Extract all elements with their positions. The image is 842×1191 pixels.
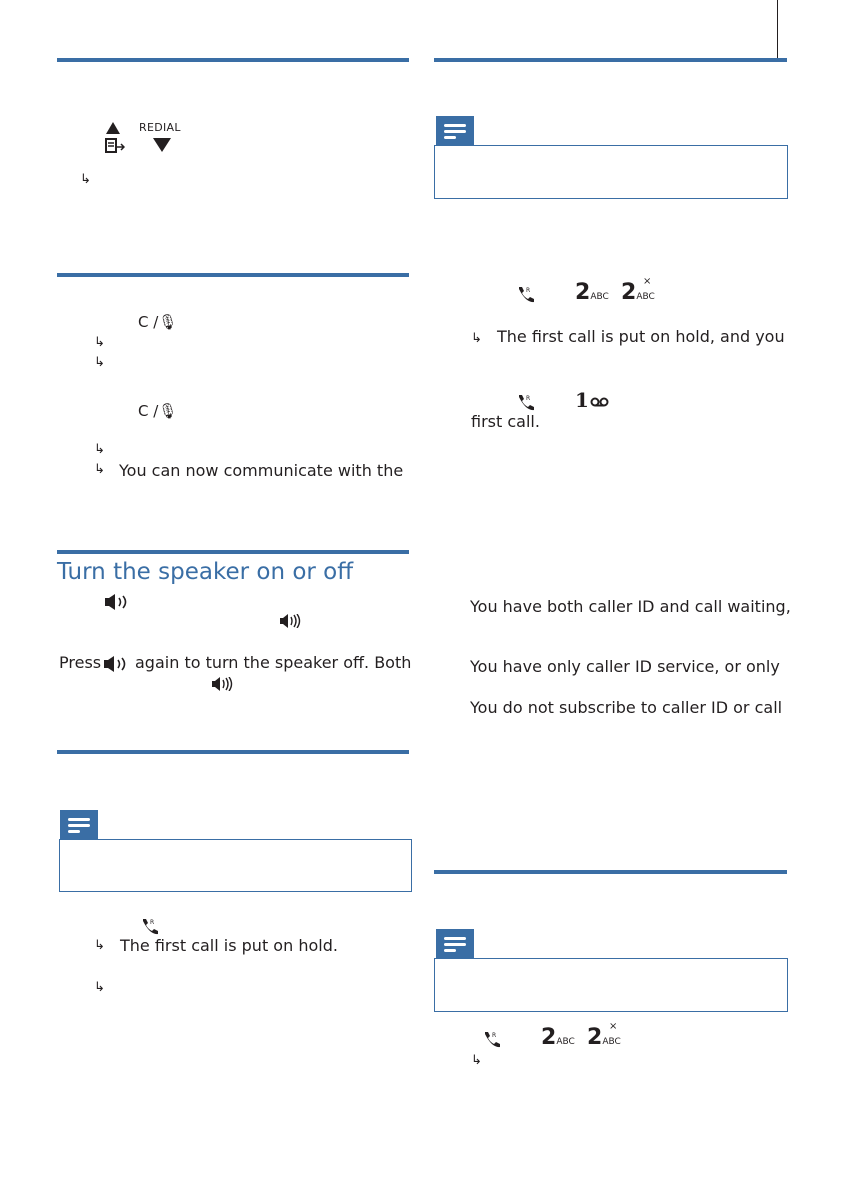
key-2-icon: 2ABC bbox=[541, 1025, 575, 1050]
result-arrow-icon: ↳ bbox=[94, 462, 105, 477]
note-box bbox=[434, 145, 788, 199]
call-waiting-result-text: The first call is put on hold, and you bbox=[497, 327, 785, 346]
speaker-indicator-icon bbox=[211, 677, 235, 691]
section-rule bbox=[434, 870, 787, 874]
section-rule bbox=[57, 273, 409, 277]
speaker-key-icon bbox=[103, 656, 129, 672]
service-option-2: You have only caller ID service, or only bbox=[470, 657, 780, 676]
recall-key-icon bbox=[482, 1030, 500, 1048]
key-1-voicemail-icon bbox=[575, 391, 609, 409]
key-2-icon: 2ABC bbox=[575, 280, 609, 305]
speaker-press-text-2: again to turn the speaker off. Both bbox=[135, 653, 412, 672]
speaker-heading: Turn the speaker on or off bbox=[57, 559, 354, 585]
recall-key-icon bbox=[516, 393, 534, 411]
first-call-text: first call. bbox=[471, 412, 540, 431]
service-option-3: You do not subscribe to caller ID or call bbox=[470, 698, 783, 717]
result-arrow-icon: ↳ bbox=[94, 980, 105, 995]
down-arrow-key-icon bbox=[153, 138, 171, 152]
key-2-mark-icon: 2ABC bbox=[621, 280, 655, 305]
second-call-result-text: The first call is put on hold. bbox=[120, 936, 338, 955]
mark-icon: × bbox=[609, 1021, 618, 1032]
result-arrow-icon: ↳ bbox=[471, 1053, 482, 1068]
speaker-indicator-icon bbox=[279, 614, 303, 628]
note-icon bbox=[436, 929, 474, 959]
note-box bbox=[59, 839, 412, 892]
mute-result-text: You can now communicate with the bbox=[119, 461, 404, 480]
service-option-1: You have both caller ID and call waiting, bbox=[470, 597, 791, 616]
mute-key-icon: C /🎙 bbox=[138, 402, 178, 420]
result-arrow-icon: ↳ bbox=[94, 938, 105, 953]
svg-text:R: R bbox=[526, 395, 531, 402]
note-box bbox=[434, 958, 788, 1012]
note-icon bbox=[436, 116, 474, 146]
result-arrow-icon: ↳ bbox=[94, 335, 105, 350]
recall-key-icon bbox=[516, 285, 534, 303]
result-arrow-icon: ↳ bbox=[94, 355, 105, 370]
mark-icon: × bbox=[643, 276, 652, 287]
key-2-mark-icon: 2ABC bbox=[587, 1025, 621, 1050]
svg-text:R: R bbox=[492, 1032, 497, 1039]
result-arrow-icon: ↳ bbox=[80, 172, 91, 187]
result-arrow-icon: ↳ bbox=[471, 331, 482, 346]
svg-text:R: R bbox=[526, 287, 531, 294]
note-icon bbox=[60, 810, 98, 840]
section-rule bbox=[434, 58, 787, 62]
speaker-key-icon bbox=[104, 594, 130, 610]
recall-key-icon bbox=[140, 917, 158, 935]
section-rule bbox=[57, 550, 409, 554]
result-arrow-icon: ↳ bbox=[94, 442, 105, 457]
section-rule bbox=[57, 58, 409, 62]
section-rule bbox=[57, 750, 409, 754]
redial-key-label: REDIAL bbox=[139, 121, 181, 134]
svg-text:1: 1 bbox=[575, 391, 589, 409]
page-edge-line bbox=[777, 0, 778, 62]
svg-text:R: R bbox=[150, 919, 155, 926]
speaker-press-text: Press bbox=[59, 653, 102, 672]
up-arrow-key-icon bbox=[106, 122, 120, 134]
mute-key-icon: C /🎙 bbox=[138, 313, 178, 331]
phonebook-icon bbox=[105, 138, 125, 154]
